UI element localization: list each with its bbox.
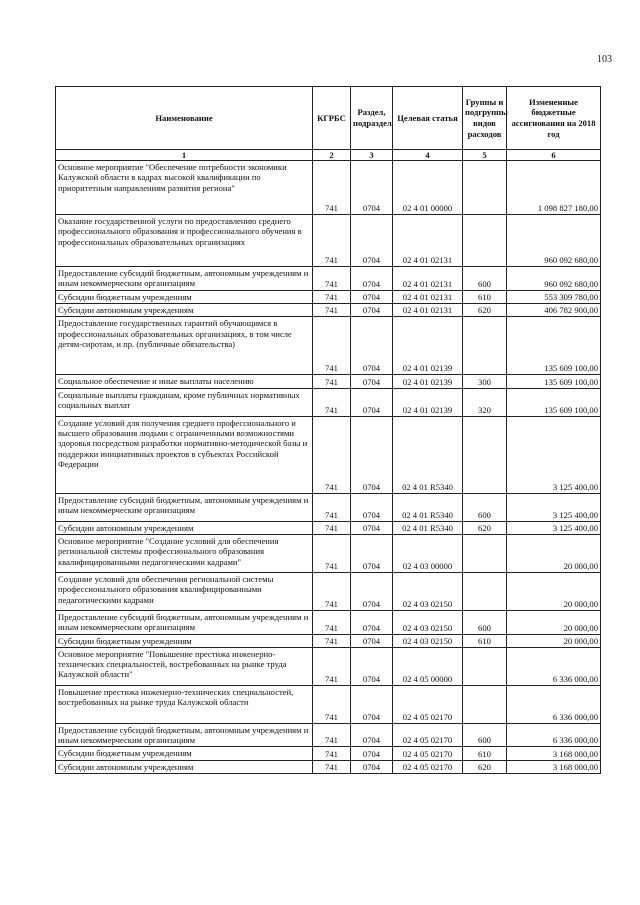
- row-kgrbs: 741: [313, 493, 351, 521]
- row-amount: 3 125 400,00: [507, 521, 601, 534]
- row-section: 0704: [351, 534, 393, 572]
- row-kgrbs: 741: [313, 290, 351, 303]
- budget-table: [55, 86, 601, 774]
- row-amount: 553 309 780,00: [507, 290, 601, 303]
- row-target: 02 4 01 02131: [393, 267, 463, 291]
- row-kgrbs: 741: [313, 375, 351, 388]
- row-target: 02 4 05 02170: [393, 685, 463, 723]
- table-row: [56, 267, 601, 291]
- row-kgrbs: 741: [313, 634, 351, 647]
- table-row: [56, 215, 601, 267]
- row-section: 0704: [351, 161, 393, 215]
- row-target: 02 4 01 R5340: [393, 416, 463, 493]
- row-amount: 20 000,00: [507, 534, 601, 572]
- column-number: 6: [507, 150, 601, 161]
- row-name: Создание условий для обеспечения региональной системы профессионального образования квалифицированными педагогическими кадрами: [56, 572, 313, 610]
- column-number: 4: [393, 150, 463, 161]
- row-section: 0704: [351, 388, 393, 416]
- table-row: [56, 161, 601, 215]
- row-section: 0704: [351, 747, 393, 760]
- row-kgrbs: 741: [313, 215, 351, 267]
- row-group: 300: [463, 375, 507, 388]
- row-group: 600: [463, 493, 507, 521]
- row-name: Предоставление субсидий бюджетным, автономным учреждениям и иным некоммерческим организациям: [56, 610, 313, 634]
- row-name: Создание условий для получения среднего профессионального и высшего образования людьми с ограниченными возможностями здоровья посредством разработки нормативно-методической базы и поддержки инициативных проектов в субъектах Российской Федерации: [56, 416, 313, 493]
- row-kgrbs: 741: [313, 317, 351, 375]
- row-amount: 6 336 000,00: [507, 723, 601, 747]
- row-target: 02 4 01 00000: [393, 161, 463, 215]
- row-group: [463, 161, 507, 215]
- row-amount: 20 000,00: [507, 634, 601, 647]
- row-target: 02 4 03 02150: [393, 634, 463, 647]
- row-amount: 406 782 900,00: [507, 303, 601, 316]
- row-group: [463, 317, 507, 375]
- row-amount: 135 609 100,00: [507, 317, 601, 375]
- row-group: 320: [463, 388, 507, 416]
- row-group: [463, 685, 507, 723]
- row-name: Субсидии автономным учреждениям: [56, 303, 313, 316]
- table-row: [56, 572, 601, 610]
- row-group: 610: [463, 634, 507, 647]
- row-kgrbs: 741: [313, 572, 351, 610]
- row-amount: 20 000,00: [507, 572, 601, 610]
- table-row: [56, 375, 601, 388]
- row-section: 0704: [351, 760, 393, 773]
- row-kgrbs: 741: [313, 521, 351, 534]
- header-amount: Измененные бюджетные ассигнования на 2018 год: [507, 87, 601, 150]
- row-kgrbs: 741: [313, 267, 351, 291]
- row-group: 600: [463, 610, 507, 634]
- row-target: 02 4 01 02139: [393, 388, 463, 416]
- row-section: 0704: [351, 215, 393, 267]
- row-section: 0704: [351, 647, 393, 685]
- row-target: 02 4 03 00000: [393, 534, 463, 572]
- row-group: [463, 534, 507, 572]
- row-section: 0704: [351, 416, 393, 493]
- row-target: 02 4 03 02150: [393, 572, 463, 610]
- row-group: 600: [463, 267, 507, 291]
- row-section: 0704: [351, 317, 393, 375]
- row-name: Субсидии бюджетным учреждениям: [56, 634, 313, 647]
- row-section: 0704: [351, 572, 393, 610]
- row-group: 610: [463, 290, 507, 303]
- row-section: 0704: [351, 375, 393, 388]
- header-group: Группы и подгруппы видов расходов: [463, 87, 507, 150]
- row-name: Предоставление субсидий бюджетным, автономным учреждениям и иным некоммерческим организациям: [56, 267, 313, 291]
- row-target: 02 4 01 02139: [393, 375, 463, 388]
- table-row: [56, 723, 601, 747]
- header-row: [56, 87, 601, 150]
- row-name: Предоставление государственных гарантий обучающимся в профессиональных образовательных организациях, в том числе детям-сиротам, и пр. (публичные обязательства): [56, 317, 313, 375]
- header-section: Раздел, подраздел: [351, 87, 393, 150]
- row-amount: 6 336 000,00: [507, 685, 601, 723]
- row-target: 02 4 05 02170: [393, 760, 463, 773]
- row-target: 02 4 03 02150: [393, 610, 463, 634]
- row-name: Предоставление субсидий бюджетным, автономным учреждениям и иным некоммерческим организациям: [56, 723, 313, 747]
- table-row: [56, 388, 601, 416]
- row-group: [463, 215, 507, 267]
- row-kgrbs: 741: [313, 723, 351, 747]
- row-kgrbs: 741: [313, 747, 351, 760]
- row-target: 02 4 05 00000: [393, 647, 463, 685]
- row-amount: 960 092 680,00: [507, 267, 601, 291]
- row-target: 02 4 01 02139: [393, 317, 463, 375]
- row-name: Оказание государственной услуги по предоставлению среднего профессионального образования и профессионального обучения в профессиональных образовательных организациях: [56, 215, 313, 267]
- row-section: 0704: [351, 634, 393, 647]
- row-group: 610: [463, 747, 507, 760]
- row-group: [463, 647, 507, 685]
- row-amount: 1 098 827 180,00: [507, 161, 601, 215]
- column-number-row: [56, 150, 601, 161]
- row-section: 0704: [351, 267, 393, 291]
- row-section: 0704: [351, 610, 393, 634]
- table-row: [56, 416, 601, 493]
- row-name: Субсидии автономным учреждениям: [56, 521, 313, 534]
- row-group: [463, 416, 507, 493]
- row-target: 02 4 01 R5340: [393, 521, 463, 534]
- table-row: [56, 685, 601, 723]
- row-name: Социальные выплаты гражданам, кроме публичных нормативных социальных выплат: [56, 388, 313, 416]
- row-kgrbs: 741: [313, 388, 351, 416]
- row-name: Повышение престижа инженерно-технических специальностей, востребованных на рынке труда Калужской области: [56, 685, 313, 723]
- row-kgrbs: 741: [313, 685, 351, 723]
- row-name: Основное мероприятие "Обеспечение потребности экономики Калужской области в кадрах высокой квалификации по приоритетным направлениям развития региона": [56, 161, 313, 215]
- row-amount: 3 168 000,00: [507, 760, 601, 773]
- row-kgrbs: 741: [313, 647, 351, 685]
- row-kgrbs: 741: [313, 610, 351, 634]
- row-kgrbs: 741: [313, 534, 351, 572]
- row-kgrbs: 741: [313, 416, 351, 493]
- row-name: Основное мероприятие "Повышение престижа инженерно-технических специальностей, востребованных на рынке труда Калужской области": [56, 647, 313, 685]
- table-row: [56, 493, 601, 521]
- row-name: Субсидии бюджетным учреждениям: [56, 747, 313, 760]
- row-name: Основное мероприятие "Создание условий для обеспечения региональной системы профессионального образования квалифицированными педагогическими кадрами": [56, 534, 313, 572]
- row-group: 620: [463, 760, 507, 773]
- row-amount: 6 336 000,00: [507, 647, 601, 685]
- row-group: [463, 572, 507, 610]
- row-kgrbs: 741: [313, 760, 351, 773]
- table-row: [56, 760, 601, 773]
- row-target: 02 4 05 02170: [393, 747, 463, 760]
- row-section: 0704: [351, 723, 393, 747]
- table-row: [56, 317, 601, 375]
- table-row: [56, 303, 601, 316]
- row-name: Субсидии бюджетным учреждениям: [56, 290, 313, 303]
- row-section: 0704: [351, 521, 393, 534]
- table-row: [56, 534, 601, 572]
- row-amount: 135 609 100,00: [507, 375, 601, 388]
- row-kgrbs: 741: [313, 303, 351, 316]
- table-row: [56, 634, 601, 647]
- row-section: 0704: [351, 303, 393, 316]
- row-amount: 3 168 000,00: [507, 747, 601, 760]
- row-group: 600: [463, 723, 507, 747]
- row-amount: 135 609 100,00: [507, 388, 601, 416]
- row-group: 620: [463, 521, 507, 534]
- row-target: 02 4 01 R5340: [393, 493, 463, 521]
- row-amount: 20 000,00: [507, 610, 601, 634]
- row-name: Субсидии автономным учреждениям: [56, 760, 313, 773]
- row-target: 02 4 01 02131: [393, 303, 463, 316]
- row-kgrbs: 741: [313, 161, 351, 215]
- header-name: Наименование: [56, 87, 313, 150]
- column-number: 1: [56, 150, 313, 161]
- row-target: 02 4 01 02131: [393, 290, 463, 303]
- row-group: 620: [463, 303, 507, 316]
- row-section: 0704: [351, 685, 393, 723]
- row-section: 0704: [351, 290, 393, 303]
- header-target: Целевая статья: [393, 87, 463, 150]
- column-number: 5: [463, 150, 507, 161]
- row-target: 02 4 05 02170: [393, 723, 463, 747]
- table-row: [56, 647, 601, 685]
- table-row: [56, 290, 601, 303]
- row-amount: 960 092 680,00: [507, 215, 601, 267]
- table-row: [56, 610, 601, 634]
- column-number: 3: [351, 150, 393, 161]
- row-section: 0704: [351, 493, 393, 521]
- row-target: 02 4 01 02131: [393, 215, 463, 267]
- column-number: 2: [313, 150, 351, 161]
- row-amount: 3 125 400,00: [507, 493, 601, 521]
- row-name: Предоставление субсидий бюджетным, автономным учреждениям и иным некоммерческим организациям: [56, 493, 313, 521]
- table-row: [56, 521, 601, 534]
- page-number: 103: [597, 54, 612, 65]
- header-kgrbs: КГРБС: [313, 87, 351, 150]
- row-amount: 3 125 400,00: [507, 416, 601, 493]
- table-row: [56, 747, 601, 760]
- row-name: Социальное обеспечение и иные выплаты населению: [56, 375, 313, 388]
